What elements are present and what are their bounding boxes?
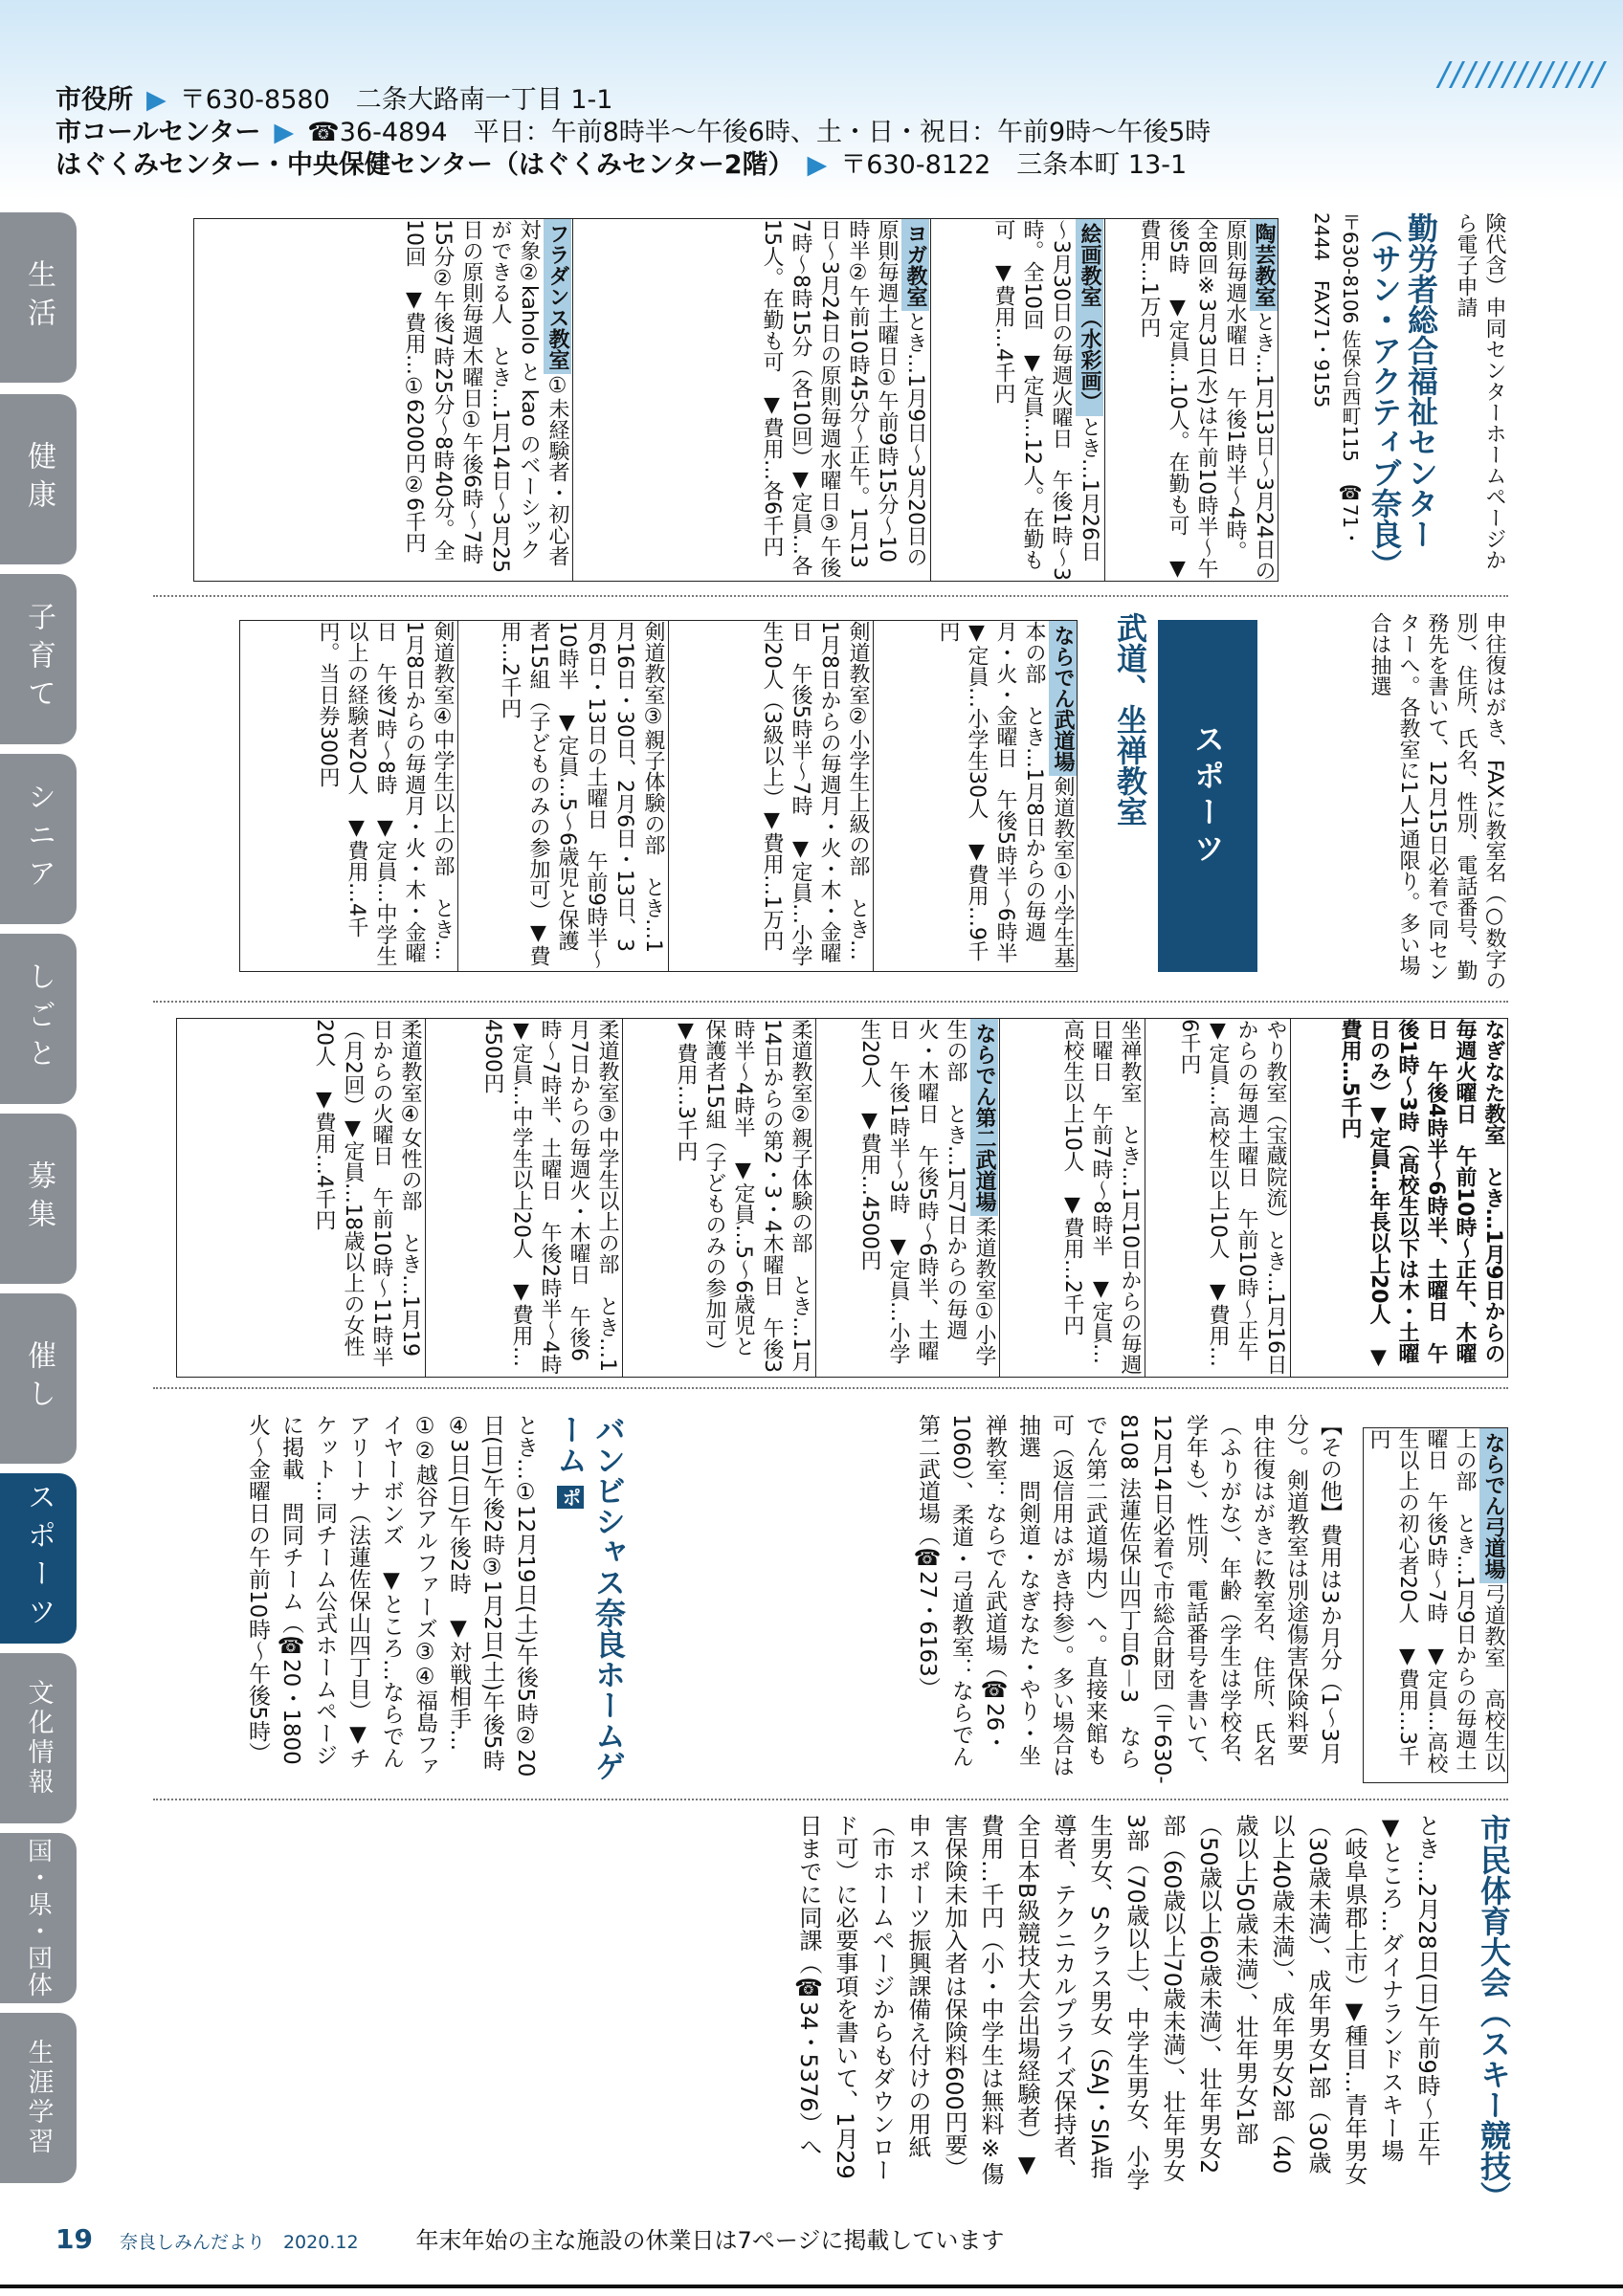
tab-bunka[interactable]: 文化情報 bbox=[0, 1653, 77, 1823]
sec2-box bbox=[239, 620, 1078, 984]
sec1-box bbox=[193, 218, 1278, 582]
page-number: 19 bbox=[56, 2223, 93, 2255]
tab-sports[interactable]: スポーツ bbox=[0, 1473, 77, 1644]
zazen-class: 坐禅教室 とき…1月10日からの毎週日曜日 午前7時～8時半 ▼定員…高校生以上10人 ▼費用…2千円 bbox=[999, 1019, 1144, 1377]
section-naginata-judo bbox=[153, 1014, 1508, 1396]
tab-boshu[interactable]: 募集 bbox=[0, 1114, 77, 1284]
sec1-title: 勤労者総合福祉センター（サン・アクティブ奈良） bbox=[1367, 212, 1439, 580]
judo-3: 柔道教室③中学生以上の部 とき…1月7日からの毎週火・木曜日 午後6時～7時半、土曜日 午後2時半～4時 ▼定員…中学生以上20人 ▼費用…4500円 bbox=[425, 1019, 621, 1377]
section-sun-active bbox=[153, 212, 1508, 585]
sec2-title: 武道、坐禅教室 bbox=[1112, 612, 1148, 827]
bambitious-text: とき…①12月19日(土)午後5時②20日(日)午後2時③1月2日(土)午後5時④3日(日)午後2時 ▼対戦相手…①②越谷アルファーズ③④福島ファイヤーボンズ ▼ところ…ならでんアリーナ（法蓮佐保山四丁目）▼チケット…同チーム公式ホームページに掲載 問同チーム（☎20・1800 火～金曜日の午前10時～午後5時） bbox=[245, 1414, 538, 1787]
footer-note: 年末年始の主な施設の休業日は7ページに掲載しています bbox=[415, 2227, 1005, 2254]
judo-2: 柔道教室②親子体験の部 とき…1月14日からの第2・3・4木曜日 午後3時半～4時半 ▼定員…5～6歳児と保護者15組（子どものみの参加可）▼費用…3千円 bbox=[622, 1019, 814, 1377]
tab-kosodate[interactable]: 子育て bbox=[0, 574, 77, 744]
tab-shigoto[interactable]: しごと bbox=[0, 934, 77, 1104]
header-line-hagukumi: はぐくみセンター・中央保健センター（はぐくみセンター2階） ▶ 〒630-8122 三条本町 13-1 bbox=[56, 150, 1188, 180]
class-pottery: 陶芸教室とき…1月13日～3月24日の原則毎週水曜日 午後1時半～4時。全8回※3月3日(水)は午前10時半～午後5時 ▼定員…10人。在勤も可 ▼費用…1万円 bbox=[1104, 219, 1278, 581]
sec2-application-text: 申往復はがき、FAXに教室名（○数字の別）、住所、氏名、性別、電話番号、勤務先を書いて、12月15日必着で同センターへ。各教室に1人1通限り。多い場合は抽選 bbox=[1367, 612, 1506, 991]
ski-title: 市民体育大会（スキー競技） bbox=[1476, 1814, 1512, 2212]
ski-text: とき…2月28日(日)午前9時～正午 ▼ところ…ダイナランドスキー場（岐阜県郡上市）▼種目…青年男女（30歳未満）、成年男女1部（30歳以上40歳未満）、成年男女2部（40歳以上50歳未満）、壮年男女1部（50歳以上60歳未満）、壮年男女2部（60歳以上70歳未満）、壮年男女3部（70歳以上）、中学生男女、小学生男女、Sクラス男女（SAJ・SIA指導者、テクニカルプライズ保持者、全日本B級競技大会出場経験者）▼費用…千円（小・中学生は無料※傷害保険未加入者は保険料600円要）申スポーツ振興課備え付けの用紙（市ホームページからもダウンロード可）に必要事項を書いて、1月29日までに同課（☎34・5376）へ bbox=[795, 1814, 1440, 2191]
sec4-other-info: 【その他】費用は3か月分（1～3月分）。剣道教室は別途傷害保険料要 申往復はがきに教室名、住所、氏名（ふりがな）、年齢（学生は学校名、学年も）、性別、電話番号を書いて、12月14日必着で市総合財団（〒630-8108 法蓮佐保山四丁目6－3 ならでん第二武道場内）へ。直接来館も可（返信用はがき持参）。多い場合は抽選 問剣道・なぎなた・やり・坐禅教室：ならでん武道場（☎26・1060）、柔道・弓道教室：ならでん第二武道場（☎27・6163） bbox=[915, 1414, 1342, 1784]
class-hula: フラダンス教室①未経験者・初心者対象②kaholo と kao のベーシックができる人 とき…1月14日～3月25日の原則毎週木曜日①午後6時～7時15分②午後7時25分～8時40分。全10回 ▼費用…①6200円②6千円 bbox=[402, 219, 569, 573]
tab-seikatsu[interactable]: 生活 bbox=[0, 212, 77, 383]
bambitious-title: バンビシャス奈良ホームゲーム ポ bbox=[552, 1414, 627, 1781]
sports-band: スポーツ bbox=[1158, 620, 1257, 972]
tab-kuni-ken[interactable]: 国・県・団体 bbox=[0, 1833, 77, 2003]
kyudo-class: ならでん弓道場弓道教室 高校生以上の部 とき…1月9日からの毎週土曜日 午後5時～7時 ▼定員…高校生以上の初心者20人 ▼費用…3千円 bbox=[1367, 1428, 1505, 1774]
decorative-slashes: ///////////// bbox=[1438, 55, 1606, 94]
section-budo bbox=[153, 612, 1508, 995]
tab-moyooshi[interactable]: 催し bbox=[0, 1293, 77, 1464]
header-line-city-hall: 市役所 ▶ 〒630-8580 二条大路南一丁目 1-1 bbox=[56, 85, 613, 115]
sec3-box bbox=[176, 1018, 1508, 1396]
divider-3 bbox=[153, 1387, 1508, 1389]
header-line-call-center: 市コールセンター ▶ ☎36-4894 平日：午前8時半～午後6時、土・日・祝日：午前9時～午後5時 bbox=[56, 118, 1212, 147]
tab-shogai[interactable]: 生涯学習 bbox=[0, 2013, 77, 2183]
sec1-continued-text: 険代含）申同センターホームページから電子申請 bbox=[1454, 212, 1506, 570]
kendo-3: 剣道教室③親子体験の部 とき…1月16日・30日、2月6日・13日、3月6日・13日の土曜日 午前9時半～10時半 ▼定員…5～6歳児と保護者15組（子どものみの参加可）▼費用…2千円 bbox=[457, 621, 667, 971]
kendo-1: ならでん武道場剣道教室①小学生基本の部 とき…1月8日からの毎週月・火・金曜日 午後5時半～6時半 ▼定員…小学生30人 ▼費用…9千円 bbox=[873, 621, 1077, 971]
judo-4: 柔道教室④女性の部 とき…1月19日からの火曜日 午前10時～11時半（月2回）▼定員…18歳以上の女性20人 ▼費用…4千円 bbox=[312, 1019, 422, 1367]
divider-4 bbox=[153, 1799, 1508, 1800]
naginata-class: なぎなた教室 とき…1月9日からの毎週火曜日 午前10時～正午、木曜日 午後4時半～6時半、土曜日 午後1時～3時（高校生以下は木・土曜日のみ）▼定員…年長以上20人 ▼費用…5千円 bbox=[1290, 1019, 1507, 1377]
yari-class: やり教室（宝蔵院流）とき…1月16日からの毎週土曜日 午前10時～正午 ▼定員…高校生以上10人 ▼費用…6千円 bbox=[1145, 1019, 1289, 1377]
kyudo-box bbox=[1363, 1427, 1508, 1783]
kendo-2: 剣道教室②小学生上級の部 とき…1月8日からの毎週月・火・木・金曜日 午後5時半～7時 ▼定員…小学生20人（3級以上）▼費用…1万円 bbox=[668, 621, 872, 971]
divider-2 bbox=[153, 1001, 1508, 1003]
tab-senior[interactable]: シニア bbox=[0, 754, 77, 924]
section-kyudo-game bbox=[153, 1414, 1508, 1787]
bottom-rule bbox=[0, 2285, 1623, 2288]
tab-kenko[interactable]: 健康 bbox=[0, 394, 77, 564]
class-yoga: ヨガ教室とき…1月9日～3月20日の原則毎週土曜日①午前9時15分～10時半②午前10時45分～正午。1月13日～3月24日の原則毎週水曜日③午後7時～8時15分（各10回）▼定員…各15人。在勤も可 ▼費用…各6千円 bbox=[572, 219, 929, 581]
sec1-address: 〒630-8106 佐保台西町115 ☎71・2444 FAX71・9155 bbox=[1310, 212, 1362, 548]
divider-1 bbox=[153, 595, 1508, 597]
kendo-4: 剣道教室④中学生以上の部 とき…1月8日からの毎週月・火・木・金曜日 午後7時～8時 ▼定員…中学生以上の経験者20人 ▼費用…4千円。当日券300円 bbox=[316, 621, 455, 966]
footer bbox=[56, 2221, 1004, 2255]
publication-name: 奈良しみんだより 2020.12 bbox=[119, 2232, 359, 2253]
class-painting: 絵画教室（水彩画）とき…1月26日～3月30日の毎週火曜日 午後1時～3時。全10回 ▼定員…12人。在勤も可 ▼費用…4千円 bbox=[930, 219, 1103, 581]
judo-1: ならでん第二武道場柔道教室①小学生の部 とき…1月7日からの毎週火・木曜日 午後5時～6時半、土曜日 午後1時半～3時 ▼定員…小学生20人 ▼費用…4500円 bbox=[815, 1019, 998, 1377]
section-ski bbox=[153, 1814, 1512, 2212]
